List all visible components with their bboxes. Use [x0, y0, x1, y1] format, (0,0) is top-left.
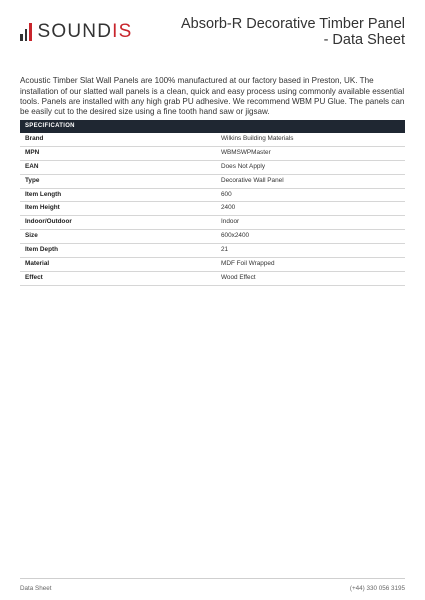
spec-row — [20, 202, 405, 216]
spec-label: Type — [25, 176, 40, 184]
page-footer — [20, 578, 405, 592]
spec-row — [20, 161, 405, 175]
spec-label: Item Depth — [25, 246, 59, 254]
spec-value: MDF Foil Wrapped — [221, 260, 275, 268]
document-title-line-2: - Data Sheet — [323, 32, 405, 48]
page-header — [20, 14, 405, 58]
spec-label: Brand — [25, 135, 44, 142]
spec-row — [20, 175, 405, 189]
document-title-line-1: Absorb-R Decorative Timber Panel — [180, 16, 405, 32]
spec-label: Item Length — [25, 190, 62, 198]
spec-label: EAN — [25, 162, 39, 170]
spec-row — [20, 133, 405, 147]
spec-value: Does Not Apply — [221, 162, 266, 170]
spec-label: Item Height — [25, 204, 60, 212]
document-title — [181, 16, 405, 48]
footer-phone: (+44) 330 056 3195 — [349, 585, 405, 592]
spec-row — [20, 216, 405, 230]
spec-row — [20, 272, 405, 286]
intro-paragraph: Acoustic Timber Slat Wall Panels are 100% manufactured at our factory based in Preston, UK. The installation of our slatted wall panels is a clean, quick and easy process using commonly available essential tools. Panels are installed with any high grab PU adhesive. We recommend WBM PU Glue. The panels can be easily cut to the desired size using a fine tooth hand saw or jigsaw. — [20, 76, 405, 117]
spec-value: 600 — [221, 190, 232, 198]
spec-value: Indoor — [221, 218, 240, 226]
spec-row — [20, 230, 405, 244]
spec-value: Wilkins Building Materials — [221, 135, 294, 142]
spec-label: Size — [25, 232, 38, 240]
spec-row — [20, 189, 405, 203]
spec-value: Wood Effect — [221, 273, 256, 281]
spec-label: MPN — [25, 148, 40, 156]
spec-label: Material — [25, 260, 50, 268]
spec-value: WBMSWPMaster — [221, 148, 271, 156]
spec-label: Effect — [25, 273, 43, 281]
spec-value: Decorative Wall Panel — [221, 176, 284, 184]
spec-value: 21 — [221, 246, 229, 254]
specification-table — [20, 120, 405, 286]
footer-label: Data Sheet — [20, 585, 52, 592]
spec-row — [20, 244, 405, 258]
logo-text: SOUNDIS — [37, 21, 133, 42]
spec-value: 600x2400 — [221, 232, 250, 240]
spec-value: 2400 — [221, 204, 236, 212]
spec-row — [20, 147, 405, 161]
soundis-logo — [20, 20, 132, 44]
spec-row — [20, 258, 405, 272]
specification-heading: SPECIFICATION — [20, 120, 405, 133]
spec-label: Indoor/Outdoor — [25, 218, 72, 226]
logo-bars-icon — [20, 23, 34, 41]
